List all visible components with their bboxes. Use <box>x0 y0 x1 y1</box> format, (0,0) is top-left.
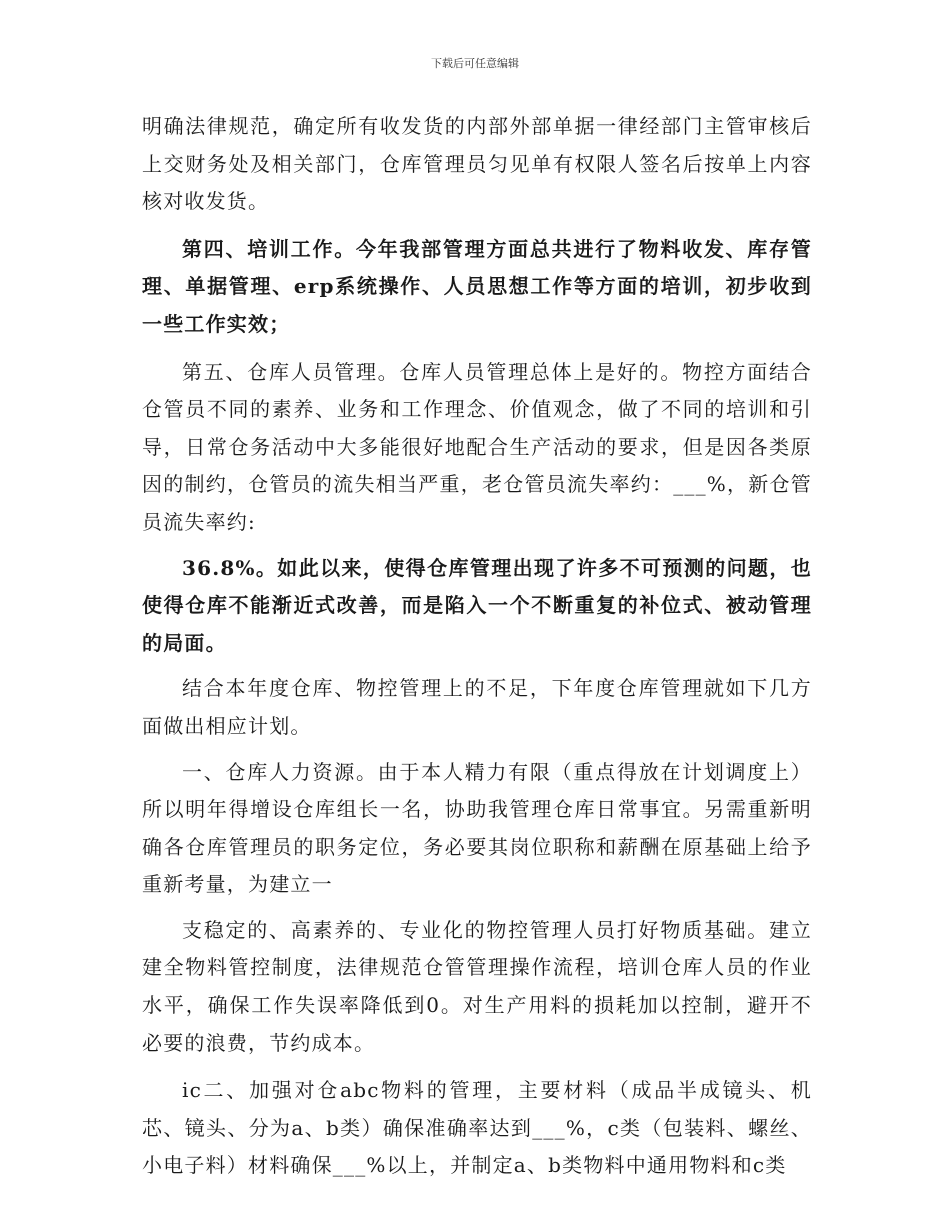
paragraph-8: ic二、加强对仓abc物料的管理，主要材料（成品半成镜头、机芯、镜头、分为a、b类）确保准确率达到___%，c类（包装料、螺丝、小电子料）材料确保___%以上，并制定a、b类物料中通用物料和c类 <box>142 1078 812 1178</box>
paragraph-4: 36.8%。如此以来，使得仓库管理出现了许多不可预测的问题，也使得仓库不能渐近式改善，而是陷入一个不断重复的补位式、被动管理的局面。 <box>142 555 812 655</box>
paragraph-1: 明确法律规范，确定所有收发货的内部外部单据一律经部门主管审核后上交财务处及相关部门，仓库管理员匀见单有权限人签名后按单上内容核对收发货。 <box>142 114 812 214</box>
paragraph-2: 第四、培训工作。今年我部管理方面总共进行了物料收发、库存管理、单据管理、erp系统操作、人员思想工作等方面的培训，初步收到一些工作实效； <box>142 236 812 336</box>
paragraph-3: 第五、仓库人员管理。仓库人员管理总体上是好的。物控方面结合仓管员不同的素养、业务和工作理念、价值观念，做了不同的培训和引导，日常仓务活动中大多能很好地配合生产活动的要求，但是因各类原因的制约，仓管员的流失相当严重，老仓管员流失率约：___%，新仓管员流失率约: <box>142 359 812 534</box>
paragraph-5: 结合本年度仓库、物控管理上的不足，下年度仓库管理就如下几方面做出相应计划。 <box>142 676 812 738</box>
paragraph-6: 一、仓库人力资源。由于本人精力有限（重点得放在计划调度上）所以明年得增设仓库组长一名，协助我管理仓库日常事宜。另需重新明确各仓库管理员的职务定位，务必要其岗位职称和薪酬在原基础上给予重新考量，为建立一 <box>142 759 812 897</box>
page-header: 下载后可任意编辑 <box>431 57 519 70</box>
paragraph-7: 支稳定的、高素养的、专业化的物控管理人员打好物质基础。建立建全物料管控制度，法律规范仓管管理操作流程，培训仓库人员的作业水平，确保工作失误率降低到0。对生产用料的损耗加以控制，避开不必要的浪费，节约成本。 <box>142 917 812 1055</box>
document-body <box>142 108 812 1185</box>
